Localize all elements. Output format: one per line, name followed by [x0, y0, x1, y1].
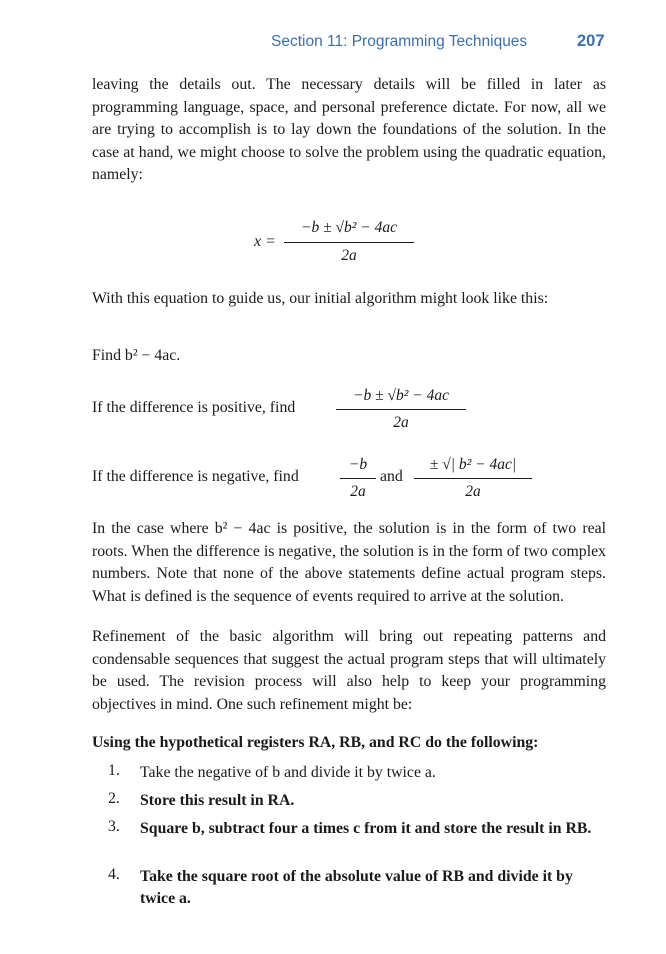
negative-fraction-2 — [414, 456, 532, 506]
negative-frac1-numerator: −b — [348, 456, 368, 473]
positive-fraction — [336, 387, 466, 437]
negative-frac1-denominator: 2a — [350, 483, 366, 500]
page-number: 207 — [577, 32, 605, 50]
equation-denominator: 2a — [341, 247, 357, 264]
guide-paragraph: With this equation to guide us, our initial algorithm might look like this: — [92, 290, 549, 307]
step-text: Take the square root of the absolute value of RB and divide it by twice a. — [140, 868, 573, 907]
negative-label: If the difference is negative, find — [92, 468, 299, 485]
fraction-bar — [336, 409, 466, 410]
positive-denominator: 2a — [393, 414, 409, 431]
step-number: 3. — [108, 818, 120, 835]
refinement-paragraph: Refinement of the basic algorithm will bring out repeating patterns and condensable sequences that suggest the actual program steps that will ultimately be used. The revision process will also help to keep your programming objectives in mind. One such refinement might be: — [92, 628, 606, 713]
equation-lhs: x = — [254, 233, 276, 250]
step-text: Take the negative of b and divide it by twice a. — [140, 764, 436, 781]
and-word: and — [380, 468, 403, 485]
fraction-bar — [340, 478, 376, 479]
positive-numerator: −b ± √b² − 4ac — [353, 387, 449, 404]
step-text: Square b, subtract four a times c from it and store the result in RB. — [140, 820, 592, 837]
step-text: Store this result in RA. — [140, 792, 295, 809]
fraction-bar — [284, 242, 414, 243]
fraction-bar — [414, 478, 532, 479]
step-number: 1. — [108, 762, 120, 779]
find-line: Find b² − 4ac. — [92, 347, 181, 364]
section-title: Section 11: Programming Techniques — [271, 33, 528, 50]
negative-frac2-denominator: 2a — [465, 483, 481, 500]
negative-frac2-numerator: ± √| b² − 4ac| — [429, 456, 517, 473]
equation-fraction — [284, 219, 414, 271]
step-number: 2. — [108, 790, 120, 807]
positive-label: If the difference is positive, find — [92, 399, 296, 416]
equation-numerator: −b ± √b² − 4ac — [301, 219, 397, 236]
step-number: 4. — [108, 866, 120, 883]
registers-line: Using the hypothetical registers RA, RB, and RC do the following: — [92, 734, 539, 751]
case-paragraph: In the case where b² − 4ac is positive, the solution is in the form of two real roots. When the difference is negative, the solution is in the form of two complex numbers. Note that none of the above statements define actual program steps. What is defined is the sequence of events required to arrive at the solution. — [92, 520, 606, 605]
negative-fraction-1 — [340, 456, 376, 506]
intro-paragraph: leaving the details out. The necessary details will be filled in later as programming language, space, and personal preference dictate. For now, all we are trying to accomplish is to lay down the foundations of the solution. In the case at hand, we might choose to solve the problem using the quadratic equation, namely: — [92, 76, 606, 183]
